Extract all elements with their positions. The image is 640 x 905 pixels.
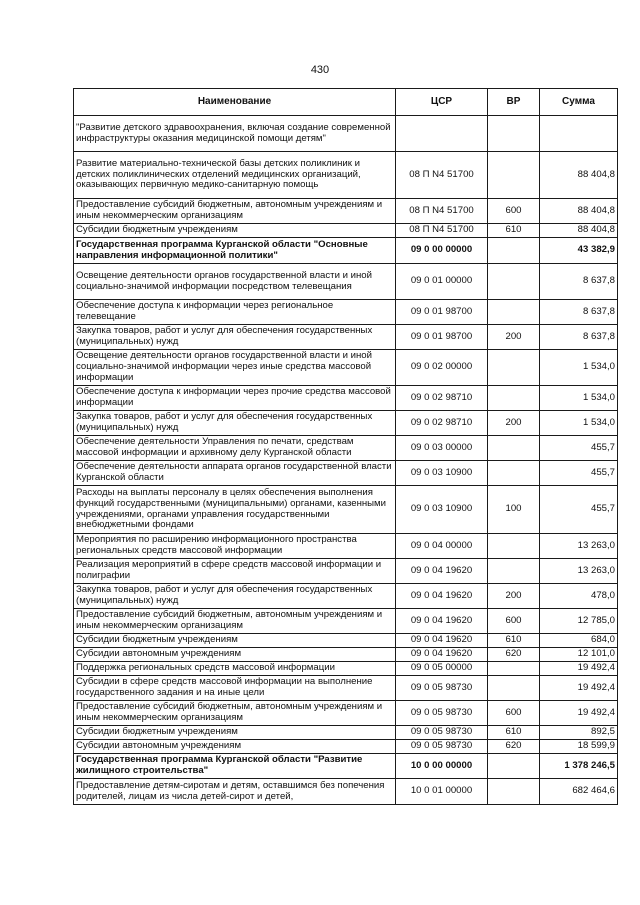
cell-sum: 88 404,8 <box>540 199 618 224</box>
cell-name: Обеспечение деятельности аппарата органов государственной власти Курганской области <box>74 461 396 486</box>
cell-sum: 19 492,4 <box>540 701 618 726</box>
cell-csr: 09 0 05 98730 <box>396 676 488 701</box>
cell-name: Предоставление субсидий бюджетным, автономным учреждениям и иным некоммерческим организациям <box>74 701 396 726</box>
cell-vr: 610 <box>488 634 540 648</box>
table-row <box>74 152 618 199</box>
cell-name: Мероприятия по расширению информационного пространства региональных средств массовой информации <box>74 534 396 559</box>
table-row <box>74 238 618 264</box>
cell-sum: 13 263,0 <box>540 534 618 559</box>
cell-sum: 8 637,8 <box>540 325 618 350</box>
cell-csr: 10 0 00 00000 <box>396 754 488 779</box>
cell-vr <box>488 754 540 779</box>
cell-csr: 09 0 05 98730 <box>396 726 488 740</box>
cell-sum: 455,7 <box>540 436 618 461</box>
cell-sum: 12 785,0 <box>540 609 618 634</box>
cell-vr <box>488 662 540 676</box>
cell-sum: 43 382,9 <box>540 238 618 264</box>
header-sum: Сумма <box>540 89 618 116</box>
cell-csr: 09 0 04 19620 <box>396 609 488 634</box>
header-vr: ВР <box>488 89 540 116</box>
table-row <box>74 325 618 350</box>
cell-csr <box>396 116 488 152</box>
cell-vr: 600 <box>488 609 540 634</box>
cell-sum: 19 492,4 <box>540 662 618 676</box>
cell-vr <box>488 300 540 325</box>
cell-sum: 1 534,0 <box>540 350 618 386</box>
cell-sum: 13 263,0 <box>540 559 618 584</box>
cell-vr <box>488 264 540 300</box>
cell-vr: 620 <box>488 740 540 754</box>
cell-sum: 478,0 <box>540 584 618 609</box>
table-row <box>74 584 618 609</box>
cell-vr: 200 <box>488 411 540 436</box>
cell-csr: 09 0 04 00000 <box>396 534 488 559</box>
cell-sum: 684,0 <box>540 634 618 648</box>
cell-csr: 09 0 05 98730 <box>396 701 488 726</box>
cell-vr: 100 <box>488 486 540 534</box>
cell-csr: 08 П N4 51700 <box>396 224 488 238</box>
cell-vr <box>488 386 540 411</box>
cell-vr <box>488 436 540 461</box>
cell-sum: 18 599,9 <box>540 740 618 754</box>
table-row <box>74 726 618 740</box>
cell-name: Предоставление субсидий бюджетным, автономным учреждениям и иным некоммерческим организациям <box>74 199 396 224</box>
cell-csr: 09 0 01 00000 <box>396 264 488 300</box>
cell-vr: 200 <box>488 325 540 350</box>
table-row <box>74 116 618 152</box>
cell-sum: 88 404,8 <box>540 152 618 199</box>
cell-sum: 682 464,6 <box>540 779 618 805</box>
cell-vr <box>488 676 540 701</box>
table-row <box>74 662 618 676</box>
cell-vr: 200 <box>488 584 540 609</box>
cell-sum <box>540 116 618 152</box>
cell-csr: 09 0 04 19620 <box>396 634 488 648</box>
cell-sum: 12 101,0 <box>540 648 618 662</box>
table-row <box>74 461 618 486</box>
cell-name: "Развитие детского здравоохранения, включая создание современной инфраструктуры оказания медицинской помощи детям" <box>74 116 396 152</box>
table-row <box>74 534 618 559</box>
cell-csr: 09 0 03 10900 <box>396 486 488 534</box>
cell-name: Субсидии бюджетным учреждениям <box>74 726 396 740</box>
cell-csr: 09 0 03 10900 <box>396 461 488 486</box>
table-row <box>74 676 618 701</box>
cell-sum: 8 637,8 <box>540 264 618 300</box>
page-number: 430 <box>310 64 330 76</box>
header-name: Наименование <box>74 89 396 116</box>
table-row <box>74 436 618 461</box>
cell-name: Закупка товаров, работ и услуг для обеспечения государственных (муниципальных) нужд <box>74 325 396 350</box>
cell-vr: 620 <box>488 648 540 662</box>
cell-name: Субсидии автономным учреждениям <box>74 648 396 662</box>
table-row <box>74 300 618 325</box>
cell-csr: 09 0 02 98710 <box>396 411 488 436</box>
budget-table <box>73 88 618 805</box>
cell-sum: 88 404,8 <box>540 224 618 238</box>
cell-name: Субсидии бюджетным учреждениям <box>74 224 396 238</box>
table-row <box>74 224 618 238</box>
cell-vr <box>488 534 540 559</box>
table-header-row <box>74 89 618 116</box>
table-row <box>74 264 618 300</box>
cell-csr: 09 0 01 98700 <box>396 300 488 325</box>
cell-name: Государственная программа Курганской области "Основные направления информационной политики" <box>74 238 396 264</box>
cell-csr: 09 0 05 98730 <box>396 740 488 754</box>
cell-name: Субсидии бюджетным учреждениям <box>74 634 396 648</box>
cell-name: Обеспечение доступа к информации через прочие средства массовой информации <box>74 386 396 411</box>
cell-name: Обеспечение деятельности Управления по печати, средствам массовой информации и архивному делу Курганской области <box>74 436 396 461</box>
cell-vr <box>488 779 540 805</box>
table-row <box>74 486 618 534</box>
table-row <box>74 701 618 726</box>
cell-vr <box>488 559 540 584</box>
cell-csr: 10 0 01 00000 <box>396 779 488 805</box>
cell-name: Обеспечение доступа к информации через региональное телевещание <box>74 300 396 325</box>
table-row <box>74 559 618 584</box>
cell-name: Предоставление детям-сиротам и детям, оставшимся без попечения родителей, лицам из числа детей-сирот и детей, <box>74 779 396 805</box>
cell-name: Развитие материально-технической базы детских поликлиник и детских поликлинических отделений медицинских организаций, оказывающих первичную медико-санитарную помощь <box>74 152 396 199</box>
cell-vr <box>488 461 540 486</box>
cell-name: Субсидии автономным учреждениям <box>74 740 396 754</box>
table-row <box>74 779 618 805</box>
cell-csr: 09 0 05 00000 <box>396 662 488 676</box>
table-row <box>74 740 618 754</box>
cell-sum: 455,7 <box>540 461 618 486</box>
table-row <box>74 754 618 779</box>
cell-csr: 09 0 04 19620 <box>396 584 488 609</box>
cell-csr: 08 П N4 51700 <box>396 152 488 199</box>
cell-sum: 1 534,0 <box>540 386 618 411</box>
cell-vr: 600 <box>488 701 540 726</box>
cell-csr: 08 П N4 51700 <box>396 199 488 224</box>
cell-name: Государственная программа Курганской области "Развитие жилищного строительства" <box>74 754 396 779</box>
cell-csr: 09 0 00 00000 <box>396 238 488 264</box>
cell-vr <box>488 350 540 386</box>
cell-sum: 892,5 <box>540 726 618 740</box>
table-row <box>74 199 618 224</box>
cell-csr: 09 0 01 98700 <box>396 325 488 350</box>
cell-vr <box>488 238 540 264</box>
table-row <box>74 609 618 634</box>
cell-sum: 1 534,0 <box>540 411 618 436</box>
table-row <box>74 634 618 648</box>
table-row <box>74 386 618 411</box>
cell-name: Поддержка региональных средств массовой информации <box>74 662 396 676</box>
cell-name: Закупка товаров, работ и услуг для обеспечения государственных (муниципальных) нужд <box>74 411 396 436</box>
cell-csr: 09 0 04 19620 <box>396 559 488 584</box>
cell-sum: 455,7 <box>540 486 618 534</box>
header-csr: ЦСР <box>396 89 488 116</box>
cell-name: Закупка товаров, работ и услуг для обеспечения государственных (муниципальных) нужд <box>74 584 396 609</box>
cell-name: Освещение деятельности органов государственной власти и иной социально-значимой информации посредством телевещания <box>74 264 396 300</box>
cell-sum: 8 637,8 <box>540 300 618 325</box>
cell-vr: 610 <box>488 224 540 238</box>
table-row <box>74 648 618 662</box>
cell-csr: 09 0 03 00000 <box>396 436 488 461</box>
cell-name: Субсидии в сфере средств массовой информации на выполнение государственного задания и на иные цели <box>74 676 396 701</box>
cell-vr: 600 <box>488 199 540 224</box>
cell-csr: 09 0 02 98710 <box>396 386 488 411</box>
cell-vr: 610 <box>488 726 540 740</box>
cell-csr: 09 0 04 19620 <box>396 648 488 662</box>
cell-vr <box>488 116 540 152</box>
cell-name: Предоставление субсидий бюджетным, автономным учреждениям и иным некоммерческим организациям <box>74 609 396 634</box>
cell-name: Расходы на выплаты персоналу в целях обеспечения выполнения функций государственными (муниципальными) органами, казенными учреждениями, органами управления государственными внебюджетными фондами <box>74 486 396 534</box>
cell-sum: 1 378 246,5 <box>540 754 618 779</box>
table-row <box>74 411 618 436</box>
cell-vr <box>488 152 540 199</box>
cell-name: Освещение деятельности органов государственной власти и иной социально-значимой информации через иные средства массовой информации <box>74 350 396 386</box>
table-row <box>74 350 618 386</box>
table-body <box>74 116 618 805</box>
cell-csr: 09 0 02 00000 <box>396 350 488 386</box>
cell-sum: 19 492,4 <box>540 676 618 701</box>
cell-name: Реализация мероприятий в сфере средств массовой информации и полиграфии <box>74 559 396 584</box>
